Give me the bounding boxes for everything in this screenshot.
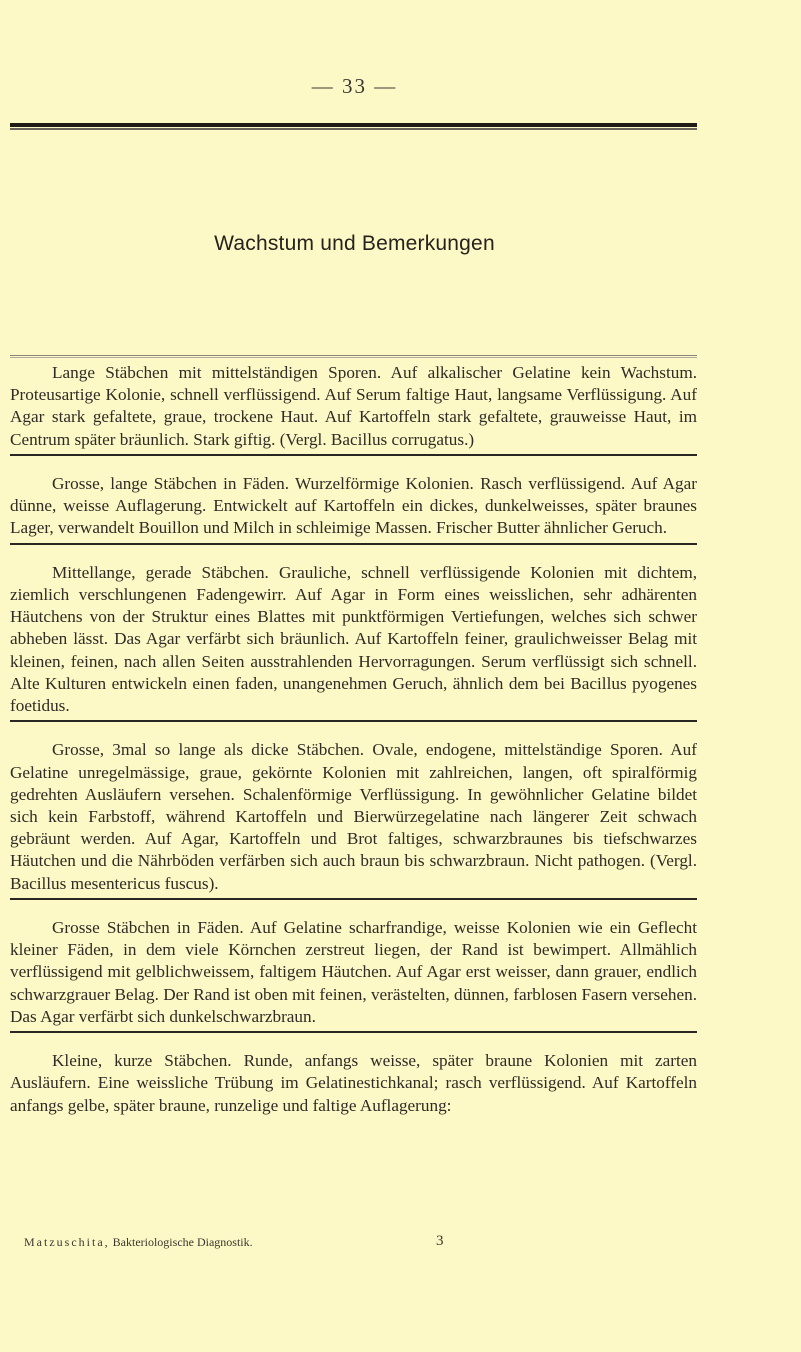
section-heading: Wachstum und Bemerkungen <box>214 232 495 255</box>
entries-column <box>10 362 697 1120</box>
top-double-rule <box>10 123 697 128</box>
entry-paragraph: Kleine, kurze Stäbchen. Runde, anfangs weisse, später braune Kolonien mit zarten Ausläufern. Eine weissliche Trübung im Gelatinestichkanal; rasch verflüssigend. Auf Kartoffeln anfangs gelbe, später braune, runzelige und faltige Auflagerung: <box>10 1051 697 1115</box>
footer-author: Matzuschita, <box>24 1235 110 1249</box>
entry-paragraph: Grosse, lange Stäbchen in Fäden. Wurzelförmige Kolonien. Rasch verflüssigend. Auf Agar dünne, weisse Auflagerung. Entwickelt auf Kartoffeln ein dickes, dunkelweisses, später braunes Lager, verwandelt Bouillon und Milch in schleimige Massen. Frischer Butter ähnlicher Geruch. <box>10 473 697 545</box>
footer-title: Bakteriologische Diagnostik. <box>112 1235 253 1249</box>
entry-paragraph: Grosse Stäbchen in Fäden. Auf Gelatine scharfrandige, weisse Kolonien wie ein Geflecht kleiner Fäden, in dem viele Körnchen zerstreut liegen, der Rand ist bewimpert. Allmählich verflüssigend mit gelblichweissem, faltigem Häutchen. Auf Agar erst weisser, dann grauer, endlich schwarzgrauer Belag. Der Rand ist oben mit feinen, verästelten, dünnen, farblosen Fasern versehen. Das Agar verfärbt sich dunkelschwarzbraun. <box>10 917 697 1033</box>
page-footer <box>24 1235 697 1250</box>
heading-rule <box>10 355 697 358</box>
page-number: — 33 — <box>311 74 398 98</box>
footer-signature: 3 <box>436 1233 444 1249</box>
entry-paragraph: Mittellange, gerade Stäbchen. Grauliche, schnell verflüssigende Kolonien mit dichtem, ziemlich verschlungenen Fadengewirr. Auf Agar in Form eines weisslichen, sehr adhärenten Häutchens von der Struktur eines Blattes mit punktförmigen Vertiefungen, welches sich schwer abheben lässt. Das Agar verfärbt sich bräunlich. Auf Kartoffeln feiner, graulichweisser Belag mit kleinen, feinen, nach allen Seiten ausstrahlenden Hervorragungen. Serum verflüssigt sich schnell. Alte Kulturen entwickeln einen faden, unangenehmen Geruch, ähnlich dem bei Bacillus pyogenes foetidus. <box>10 562 697 722</box>
entry-paragraph: Lange Stäbchen mit mittelständigen Sporen. Auf alkalischer Gelatine kein Wachstum. Proteusartige Kolonie, schnell verflüssigend. Auf Serum faltige Haut, langsame Verflüssigung. Auf Agar stark gefaltete, graue, trockene Haut. Auf Kartoffeln stark gefaltete, grauweisse Haut, im Centrum später bräunlich. Stark giftig. (Vergl. Bacillus corrugatus.) <box>10 362 697 456</box>
entry-paragraph: Grosse, 3mal so lange als dicke Stäbchen. Ovale, endogene, mittelständige Sporen. Auf Gelatine unregelmässige, graue, gekörnte Kolonien mit zahlreichen, langen, oft spiralförmig gedrehten Ausläufern versehen. Schalenförmige Verflüssigung. In gewöhnlicher Gelatine bildet sich kein Farbstoff, während Kartoffeln und Bierwürzegelatine nach längerer Zeit schwach gebräunt werden. Auf Agar, Kartoffeln und Brot faltiges, schwarzbraunes bis tiefschwarzes Häutchen und die Nährböden verfärben sich auch braun bis schwarzbraun. Nicht pathogen. (Vergl. Bacillus mesentericus fuscus). <box>10 739 697 899</box>
